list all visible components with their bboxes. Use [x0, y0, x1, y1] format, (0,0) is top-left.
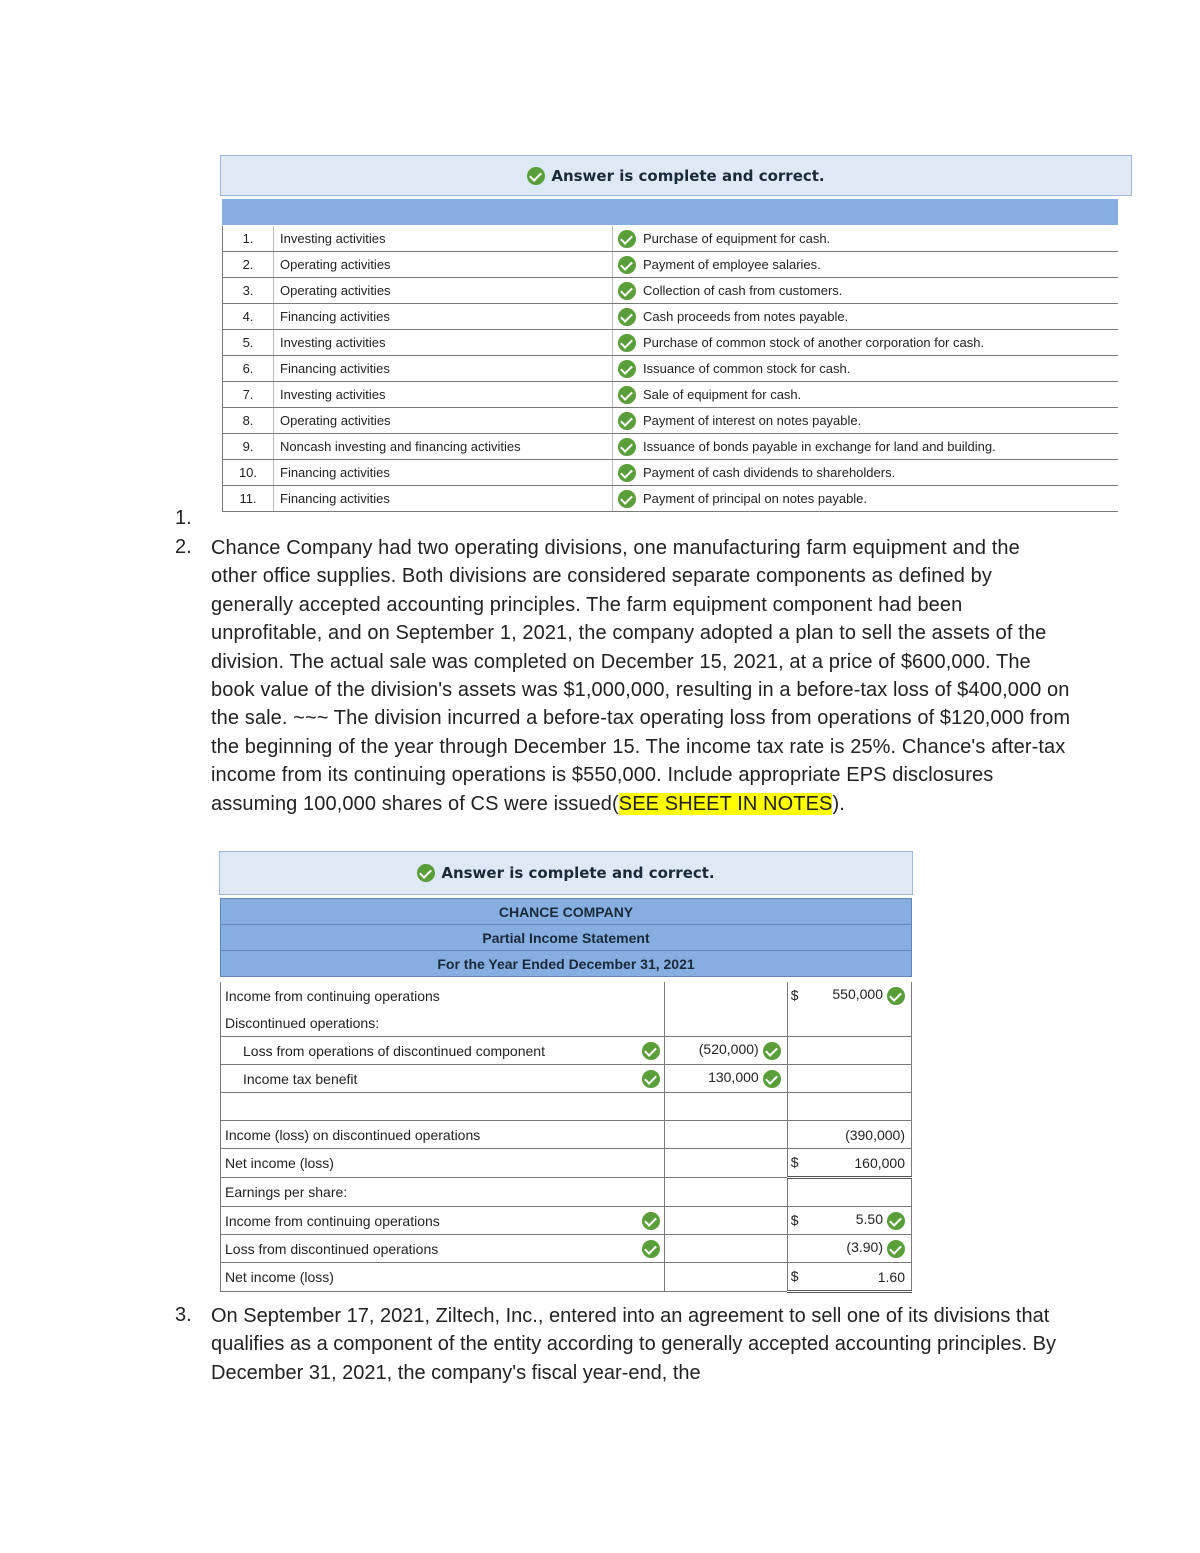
- check-icon: [618, 334, 636, 352]
- row-continuing-ops: [221, 982, 912, 1009]
- row-eps-heading: [221, 1178, 912, 1207]
- label: Income (loss) on discontinued operations: [221, 1121, 638, 1149]
- row-number: 6.: [223, 356, 274, 382]
- transaction-description: Cash proceeds from notes payable.: [641, 304, 1118, 330]
- row-loss-operations: [221, 1037, 912, 1065]
- value: (3.90): [846, 1239, 883, 1256]
- label: Income from continuing operations: [221, 1207, 638, 1235]
- check-icon: [618, 230, 636, 248]
- value: 160,000: [854, 1154, 905, 1171]
- table-row: [223, 434, 1119, 460]
- activity-select[interactable]: Financing activities: [274, 356, 613, 382]
- transaction-description: Payment of interest on notes payable.: [641, 408, 1118, 434]
- dollar-sign: $: [790, 1268, 799, 1284]
- activity-select[interactable]: Investing activities: [274, 330, 613, 356]
- label: Income tax benefit: [221, 1065, 638, 1093]
- check-icon: [417, 864, 435, 882]
- row-tax-benefit: [221, 1065, 912, 1093]
- statement-period: For the Year Ended December 31, 2021: [220, 950, 912, 977]
- check-icon: [763, 1042, 781, 1060]
- answer-banner-text: Answer is complete and correct.: [441, 864, 715, 882]
- label: Net income (loss): [221, 1263, 638, 1292]
- check-icon: [887, 987, 905, 1005]
- answer-banner-text: Answer is complete and correct.: [551, 166, 825, 185]
- row-number: 4.: [223, 304, 274, 330]
- row-number: 5.: [223, 330, 274, 356]
- activity-select[interactable]: Operating activities: [274, 278, 613, 304]
- activity-classification-table: [222, 226, 1118, 512]
- check-icon: [618, 282, 636, 300]
- check-icon: [618, 386, 636, 404]
- check-icon: [618, 256, 636, 274]
- row-eps-discontinued: [221, 1235, 912, 1263]
- activity-select[interactable]: Financing activities: [274, 460, 613, 486]
- check-icon: [642, 1212, 660, 1230]
- check-icon: [618, 412, 636, 430]
- check-icon: [642, 1070, 660, 1088]
- row-eps-net: [221, 1263, 912, 1292]
- check-icon: [763, 1070, 781, 1088]
- table-row: [223, 408, 1119, 434]
- answer-banner-1: [220, 155, 1132, 196]
- answer-banner-2: [219, 851, 913, 895]
- list-marker-3: 3.: [175, 1304, 192, 1326]
- row-number: 8.: [223, 408, 274, 434]
- value: (520,000): [698, 1041, 759, 1058]
- label: Loss from operations of discontinued component: [221, 1037, 638, 1065]
- value: (390,000): [845, 1126, 905, 1143]
- transaction-description: Payment of employee salaries.: [641, 252, 1118, 278]
- row-number: 2.: [223, 252, 274, 278]
- value: 130,000: [708, 1069, 759, 1086]
- label: Discontinued operations:: [221, 1009, 638, 1037]
- statement-title: Partial Income Statement: [220, 924, 912, 951]
- check-icon: [618, 438, 636, 456]
- label: Loss from discontinued operations: [221, 1235, 638, 1263]
- activity-select[interactable]: Investing activities: [274, 226, 613, 252]
- question-2-end: ).: [832, 792, 845, 815]
- value: 1.60: [877, 1268, 905, 1285]
- check-icon: [618, 464, 636, 482]
- check-icon: [618, 308, 636, 326]
- row-discontinued-income: [221, 1121, 912, 1149]
- transaction-description: Sale of equipment for cash.: [641, 382, 1118, 408]
- company-name: CHANCE COMPANY: [220, 898, 912, 925]
- activity-select[interactable]: Investing activities: [274, 382, 613, 408]
- row-blank: [221, 1093, 912, 1121]
- activity-select[interactable]: Noncash investing and financing activities: [274, 434, 613, 460]
- row-number: 10.: [223, 460, 274, 486]
- dollar-sign: $: [790, 987, 799, 1003]
- dollar-sign: $: [790, 1212, 799, 1228]
- list-marker-1: 1.: [175, 507, 192, 529]
- question-2-body: Chance Company had two operating divisions, one manufacturing farm equipment and the other office supplies. Both divisions are considered separate components as defined by generally accepted accounting principles. The farm equipment component had been unprofitable, and on September 1, 2021, the company adopted a plan to sell the assets of the division. The actual sale was completed on December 15, 2021, at a price of $600,000. The book value of the division's assets was $1,000,000, resulting in a before-tax loss of $400,000 on the sale. ~~~ The division incurred a before-tax operating loss from operations of $120,000 from the beginning of the year through December 15. The income tax rate is 25%. Chance's after-tax income from its continuing operations is $550,000. Include appropriate EPS disclosures assuming 100,000 shares of CS were issued(: [211, 537, 1071, 815]
- transaction-description: Purchase of common stock of another corporation for cash.: [641, 330, 1118, 356]
- table-row: [223, 460, 1119, 486]
- transaction-description: Payment of principal on notes payable.: [641, 486, 1118, 512]
- row-net-income: [221, 1149, 912, 1178]
- row-eps-continuing: [221, 1207, 912, 1235]
- table-row: [223, 356, 1119, 382]
- transaction-description: Issuance of bonds payable in exchange for land and building.: [641, 434, 1118, 460]
- question-3-text: On September 17, 2021, Ziltech, Inc., entered into an agreement to sell one of its divisions that qualifies as a component of the entity according to generally accepted accounting principles. By December 31, 2021, the company's fiscal year-end, the: [211, 1305, 1056, 1384]
- check-icon: [642, 1042, 660, 1060]
- check-icon: [887, 1212, 905, 1230]
- activity-select[interactable]: Operating activities: [274, 252, 613, 278]
- table-row: [223, 486, 1119, 512]
- activity-select[interactable]: Financing activities: [274, 486, 613, 512]
- highlighted-note: SEE SHEET IN NOTES: [618, 792, 833, 815]
- table-row: [223, 278, 1119, 304]
- activity-select[interactable]: Operating activities: [274, 408, 613, 434]
- transaction-description: Issuance of common stock for cash.: [641, 356, 1118, 382]
- activity-table-header: [222, 199, 1118, 225]
- table-row: [223, 252, 1119, 278]
- row-number: 7.: [223, 382, 274, 408]
- row-number: 9.: [223, 434, 274, 460]
- label: Income from continuing operations: [221, 982, 638, 1009]
- check-icon: [642, 1240, 660, 1258]
- check-icon: [618, 490, 636, 508]
- table-row: [223, 304, 1119, 330]
- value: 5.50: [855, 1211, 883, 1228]
- question-2-text: [211, 534, 1071, 818]
- row-number: 1.: [223, 226, 274, 252]
- value: 550,000: [832, 986, 883, 1003]
- table-row: [223, 226, 1119, 252]
- check-icon: [887, 1240, 905, 1258]
- row-discontinued-heading: [221, 1009, 912, 1037]
- row-number: 11.: [223, 486, 274, 512]
- table-row: [223, 382, 1119, 408]
- transaction-description: Collection of cash from customers.: [641, 278, 1118, 304]
- transaction-description: Payment of cash dividends to shareholders.: [641, 460, 1118, 486]
- income-statement-header: [220, 899, 912, 977]
- transaction-description: Purchase of equipment for cash.: [641, 226, 1118, 252]
- list-marker-2: 2.: [175, 536, 192, 558]
- check-icon: [618, 360, 636, 378]
- label: Earnings per share:: [221, 1178, 638, 1207]
- row-number: 3.: [223, 278, 274, 304]
- dollar-sign: $: [790, 1154, 799, 1170]
- table-row: [223, 330, 1119, 356]
- partial-income-statement: [220, 982, 912, 1293]
- activity-select[interactable]: Financing activities: [274, 304, 613, 330]
- check-icon: [527, 167, 545, 185]
- label: Net income (loss): [221, 1149, 638, 1178]
